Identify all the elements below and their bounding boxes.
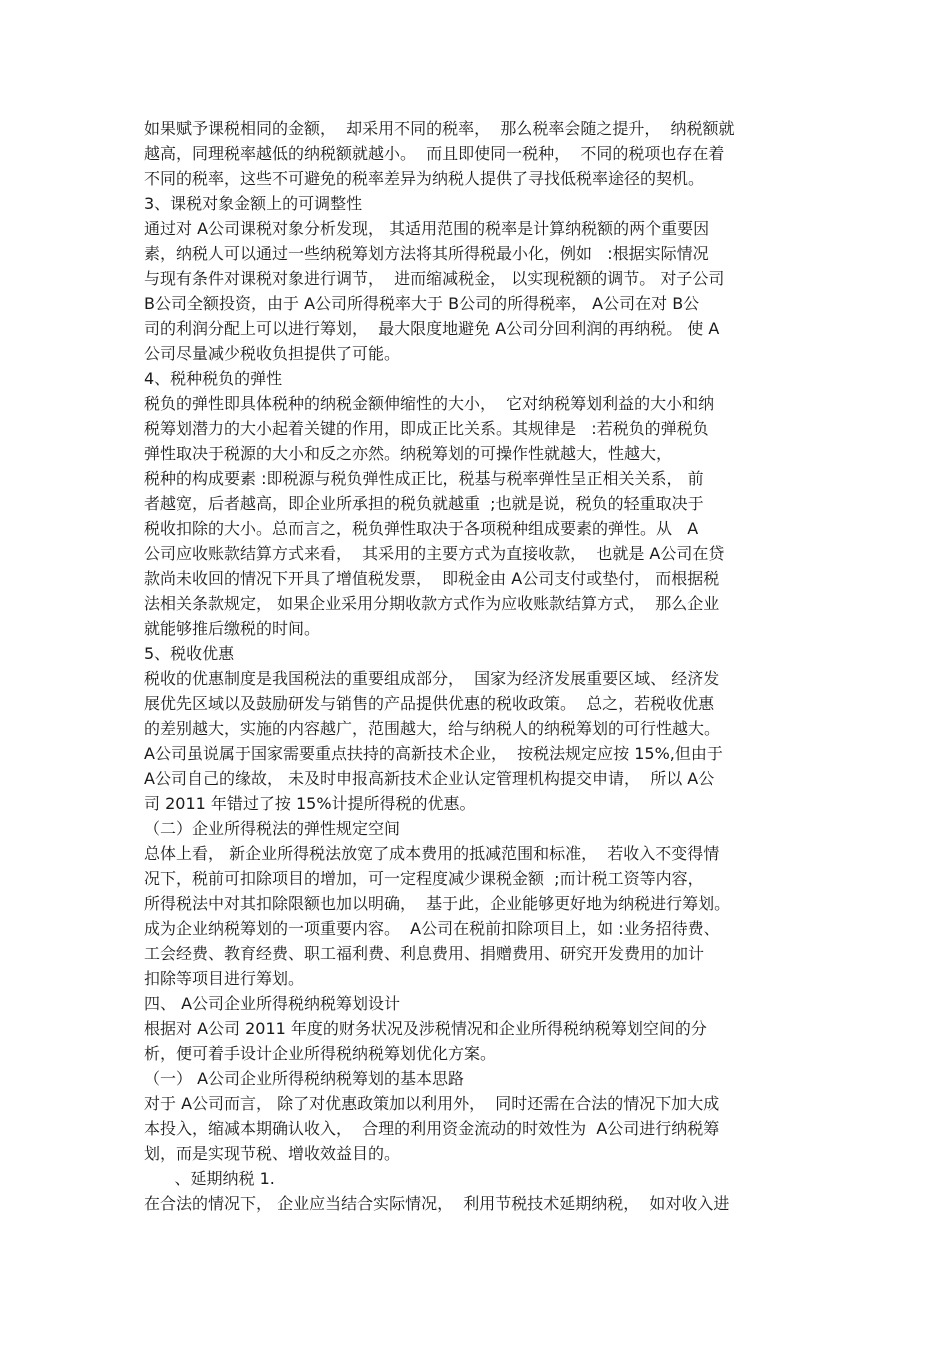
text-line: A公司自己的缘故， 未及时申报高新技术企业认定管理机构提交申请， 所以 A公 xyxy=(144,769,715,788)
text-line: B公司全额投资，由于 A公司所得税率大于 B公司的所得税率， A公司在对 B公 xyxy=(144,294,700,313)
section-heading: 四、 A公司企业所得税纳税筹划设计 xyxy=(144,994,401,1013)
text-line: 税收的优惠制度是我国税法的重要组成部分， 国家为经济发展重要区域、 经济发 xyxy=(144,669,720,688)
text-line: 扣除等项目进行筹划。 xyxy=(144,969,305,988)
text-line: 越高，同理税率越低的纳税额就越小。 而且即使同一税种， 不同的税项也存在着 xyxy=(144,144,725,163)
text-line: 税收扣除的大小。总而言之，税负弹性取决于各项税种组成要素的弹性。从 A xyxy=(144,519,699,538)
text-line: 不同的税率，这些不可避免的税率差异为纳税人提供了寻找低税率途径的契机。 xyxy=(144,169,705,188)
text-line: 根据对 A公司 2011 年度的财务状况及涉税情况和企业所得税纳税筹划空间的分 xyxy=(144,1019,707,1038)
text-line: 弹性取决于税源的大小和反之亦然。纳税筹划的可操作性就越大，性越大， xyxy=(144,444,673,463)
text-line: 公司尽量减少税收负担提供了可能。 xyxy=(144,344,401,363)
section-heading: 5、税收优惠 xyxy=(144,644,235,663)
text-line: 税负的弹性即具体税种的纳税金额伸缩性的大小， 它对纳税筹划利益的大小和纳 xyxy=(144,394,715,413)
text-line: 税筹划潜力的大小起着关键的作用，即成正比关系。其规律是 :若税负的弹税负 xyxy=(144,419,709,438)
section-heading: （二）企业所得税法的弹性规定空间 xyxy=(144,819,401,838)
text-line: 析，便可着手设计企业所得税纳税筹划优化方案。 xyxy=(144,1044,497,1063)
text-line: 划，而是实现节税、增收效益目的。 xyxy=(144,1144,401,1163)
text-line: 税种的构成要素 :即税源与税负弹性成正比，税基与税率弹性呈正相关关系， 前 xyxy=(144,469,704,488)
text-line: 况下，税前可扣除项目的增加，可一定程度减少课税金额 ;而计税工资等内容， xyxy=(144,869,704,888)
section-heading: 4、税种税负的弹性 xyxy=(144,369,283,388)
text-line: 司的利润分配上可以进行筹划， 最大限度地避免 A公司分回利润的再纳税。 使 A xyxy=(144,319,720,338)
text-line: 就能够推后缴税的时间。 xyxy=(144,619,321,638)
text-line: 款尚未收回的情况下开具了增值税发票， 即税金由 A公司支付或垫付， 而根据税 xyxy=(144,569,720,588)
section-heading: （一） A公司企业所得税纳税筹划的基本思路 xyxy=(144,1069,465,1088)
text-line: 者越宽，后者越高，即企业所承担的税负就越重 ;也就是说，税负的轻重取决于 xyxy=(144,494,704,513)
text-line: 工会经费、教育经费、职工福利费、利息费用、捐赠费用、研究开发费用的加计 xyxy=(144,944,705,963)
section-heading: 3、课税对象金额上的可调整性 xyxy=(144,194,363,213)
text-line: 法相关条款规定， 如果企业采用分期收款方式作为应收账款结算方式， 那么企业 xyxy=(144,594,720,613)
text-line: 在合法的情况下， 企业应当结合实际情况， 利用节税技术延期纳税， 如对收入进 xyxy=(144,1194,730,1213)
text-line: 展优先区域以及鼓励研发与销售的产品提供优惠的税收政策。 总之，若税收优惠 xyxy=(144,694,715,713)
text-line: 的差别越大，实施的内容越广，范围越大，给与纳税人的纳税筹划的可行性越大。 xyxy=(144,719,721,738)
text-line: 对于 A公司而言， 除了对优惠政策加以利用外， 同时还需在合法的情况下加大成 xyxy=(144,1094,720,1113)
text-line: 公司应收账款结算方式来看， 其采用的主要方式为直接收款， 也就是 A公司在贷 xyxy=(144,544,725,563)
text-line: 司 2011 年错过了按 15%计提所得税的优惠。 xyxy=(144,794,476,813)
text-line: 如果赋予课税相同的金额， 却采用不同的税率， 那么税率会随之提升， 纳税额就 xyxy=(144,119,735,138)
text-line: 通过对 A公司课税对象分析发现， 其适用范围的税率是计算纳税额的两个重要因 xyxy=(144,219,710,238)
text-line: 所得税法中对其扣除限额也加以明确， 基于此，企业能够更好地为纳税进行筹划。 xyxy=(144,894,731,913)
text-line: 素，纳税人可以通过一些纳税筹划方法将其所得税最小化，例如 :根据实际情况 xyxy=(144,244,709,263)
text-line: 本投入，缩减本期确认收入， 合理的利用资金流动的时效性为 A公司进行纳税筹 xyxy=(144,1119,720,1138)
text-line: A公司虽说属于国家需要重点扶持的高新技术企业， 按税法规定应按 15%,但由于 xyxy=(144,744,723,763)
text-line: 总体上看， 新企业所得税法放宽了成本费用的抵减范围和标准， 若收入不变得情 xyxy=(144,844,720,863)
section-heading: 、延期纳税 1. xyxy=(144,1169,275,1188)
text-line: 与现有条件对课税对象进行调节， 进而缩减税金， 以实现税额的调节。 对子公司 xyxy=(144,269,725,288)
text-line: 成为企业纳税筹划的一项重要内容。 A公司在税前扣除项目上，如 :业务招待费、 xyxy=(144,919,720,938)
